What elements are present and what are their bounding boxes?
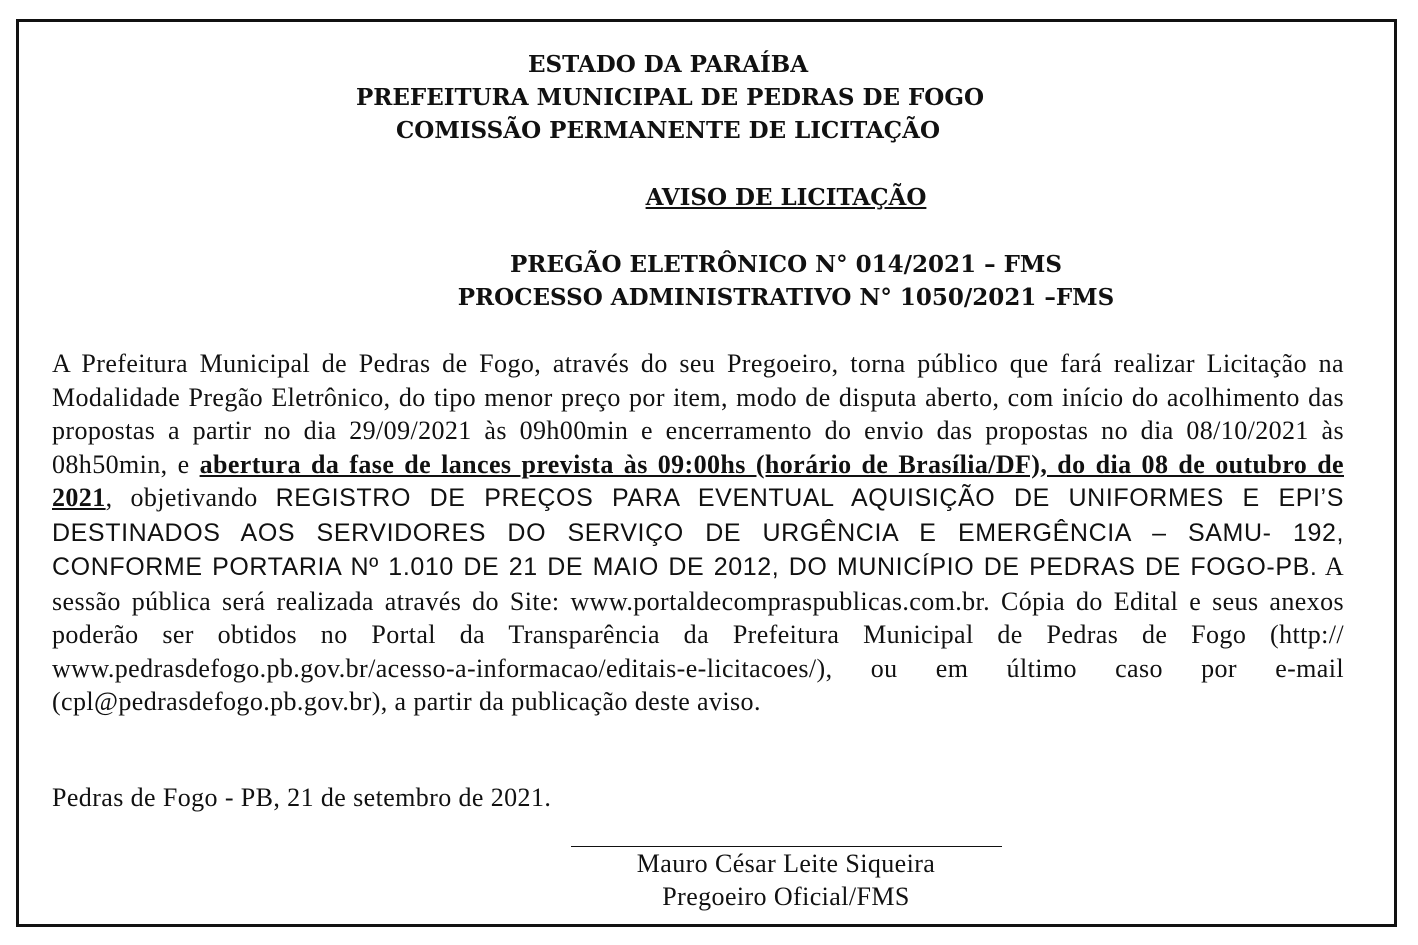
signatory-role: Pregoeiro Oficial/FMS <box>662 882 910 911</box>
body-object: REGISTRO DE PREÇOS PARA EVENTUAL AQUISIÇÃO DE UNIFORMES E EPI’S DESTINADOS AOS SERVIDORES DO SERVIÇO DE URGÊNCIA E EMERGÊNCIA – SAMU- 192, CONFORME PORTARIA Nº 1.010 DE 21 DE MAIO DE 2012, DO MUNICÍPIO DE PEDRAS DE FOGO-PB. <box>52 484 1344 581</box>
body-objective-lead: , objetivando <box>105 483 276 512</box>
notice-title: AVISO DE LICITAÇÃO <box>645 184 927 211</box>
body-highlight: abertura da fase de lances prevista às 09:00hs (horário de Brasília/DF), do dia 08 de outubro de 2021 <box>52 449 1344 512</box>
header-prefecture: PREFEITURA MUNICIPAL DE PEDRAS DE FOGO <box>355 84 985 111</box>
body-intro: A Prefeitura Municipal de Pedras de Fogo, através do seu Pregoeiro, torna público que fará realizar Licitação na Modalidade Pregão Eletrônico, do tipo menor preço por item, modo de disputa aberto, com início do acolhimento das propostas a partir no dia 29/09/2021 às 09h00min e encerramento do envio das propostas no dia 08/10/2021 às 08h50min, e <box>52 349 1344 479</box>
processo-number: PROCESSO ADMINISTRATIVO N° 1050/2021 –FMS <box>457 284 1115 311</box>
notice-body <box>52 347 1344 719</box>
body-session-info: A sessão pública será realizada através do Site: www.portaldecompraspublicas.com.br. Cópia do Edital e seus anexos poderão ser obtidos no Portal da Transparência da Prefeitura Municipal de Pedras de Fogo (http:// www.pedrasdefogo.pb.gov.br/acesso-a-informacao/editais-e-licitacoes/), ou em último caso por e-mail (cpl@pedrasdefogo.pb.gov.br), a partir da publicação deste aviso. <box>52 552 1344 716</box>
header-commission: COMISSÃO PERMANENTE DE LICITAÇÃO <box>395 117 940 144</box>
place-date: Pedras de Fogo - PB, 21 de setembro de 2021. <box>52 783 552 812</box>
pregao-number: PREGÃO ELETRÔNICO N° 014/2021 – FMS <box>510 251 1062 278</box>
header-state: ESTADO DA PARAÍBA <box>527 51 809 78</box>
signatory-name: Mauro César Leite Siqueira <box>636 849 936 878</box>
